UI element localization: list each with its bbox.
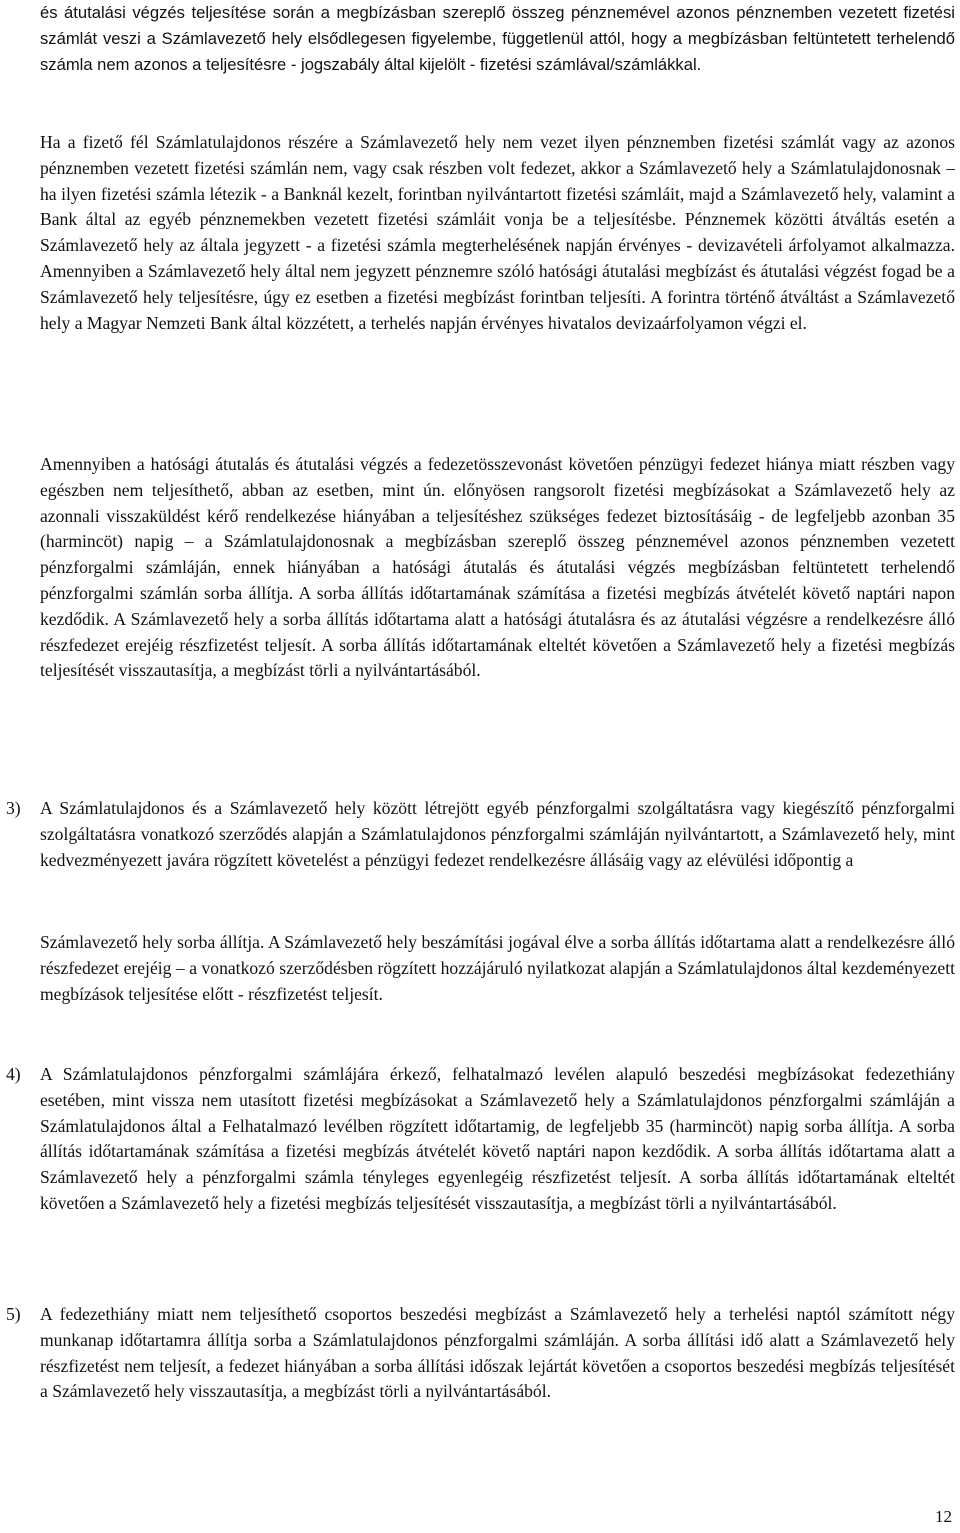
item-4-text: A Számlatulajdonos pénzforgalmi számlájára érkező, felhatalmazó levélen alapuló beszedési megbízásokat fedezethiány esetében, mint vissza nem utasított fizetési megbízásokat a Számlavezető hely a Számlatulajdonos pénzforgalmi számláján a Számlatulajdonos által a Felhatalmazó levélben rögzített időtartamig, de legfeljebb 35 (harmincöt) napig sorba állítja. A sorba állítás időtartamának számítása a fizetési megbízás átvételét követő naptári napon kezdődik. A sorba állítás időtartama alatt a Számlavezető hely a pénzforgalmi számla tényleges egyenlegéig részfizetést teljesít. A sorba állítás időtartamának elteltét követően a Számlavezető hely a fizetési megbízás teljesítését visszautasítja, a megbízást törli a nyilvántartásából. [40,1064,955,1213]
item-3-text-part1: A Számlatulajdonos és a Számlavezető hely között létrejött egyéb pénzforgalmi szolgáltatásra vagy kiegészítő pénzforgalmi szolgáltatásra vonatkozó szerződés alapján a Számlatulajdonos pénzforgalmi számláján nyilvántartott, a Számlavezető hely, mint kedvezményezett javára rögzített követelést a pénzügyi fedezet rendelkezésre állásáig vagy az elévülési időpontig a [40,798,955,870]
item-4-number: 4) [6,1064,21,1084]
item-5-number: 5) [6,1304,21,1324]
intro-paragraph: és átutalási végzés teljesítése során a megbízásban szereplő összeg pénznemével azonos pénznemben vezetett fizetési számlát veszi a Számlavezető hely elsődlegesen figyelembe, függetlenül attól, hogy a megbízásban feltüntetett terhelendő számla nem azonos a teljesítésre - jogszabály által kijelölt - fizetési számlával/számlákkal. [40,3,955,74]
funding-shortfall-paragraph: Amennyiben a hatósági átutalás és átutalási végzés a fedezetösszevonást követően pénzügyi fedezet hiánya miatt részben vagy egészben nem teljesíthető, abban az esetben, mint ún. előnyösen rangsorolt fizetési megbízásokat a Számlavezető hely az azonnali visszaküldést kérő rendelkezése hiányában a teljesítéshez szükséges fedezet biztosításáig - de legfeljebb azonban 35 (harmincöt) napig – a Számlatulajdonosnak a megbízásban szereplő összeg pénznemével azonos pénznemben vezetett pénzforgalmi számláján, ennek hiányában a hatósági átutalás és átutalási végzés megbízásban feltüntetett terhelendő pénzforgalmi számlán sorba állítja. A sorba állítás időtartamának számítása a fizetési megbízás átvételét követő naptári napon kezdődik. A Számlavezető hely a sorba állítás időtartama alatt a hatósági átutalásra és az átutalási végzésre a rendelkezésre álló részfedezet erejéig részfizetést teljesít. A sorba állítás időtartamának elteltét követően a Számlavezető hely a fizetési megbízás teljesítését visszautasítja, a megbízást törli a nyilvántartásából. [40,454,955,681]
page-number: 12 [935,1507,952,1526]
item-5-text: A fedezethiány miatt nem teljesíthető csoportos beszedési megbízást a Számlavezető hely a terhelési naptól számított négy munkanap időtartamra állítja sorba a Számlatulajdonos pénzforgalmi számláján. A sorba állítási idő alatt a Számlavezető hely részfizetést nem teljesít, a fedezet hiányában a sorba állítási időszak lejártát követően a csoportos beszedési megbízás teljesítését a Számlavezető hely visszautasítja, a megbízást törli a nyilvántartásából. [40,1304,955,1402]
item-3-number: 3) [6,798,21,818]
currency-conversion-paragraph: Ha a fizető fél Számlatulajdonos részére a Számlavezető hely nem vezet ilyen pénznemben fizetési számlát vagy az azonos pénznemben vezetett fizetési számlán nem, vagy csak részben volt fedezet, akkor a Számlavezető hely a Számlatulajdonosnak – ha ilyen fizetési számla létezik - a Banknál kezelt, forintban nyilvántartott fizetési számláit, majd a Számlavezető hely, valamint a Bank által az egyéb pénznemekben vezetett fizetési számláit vonja be a teljesítésbe. Pénznemek közötti átváltás esetén a Számlavezető hely az általa jegyzett - a fizetési számla megterhelésének napján érvényes - devizavételi árfolyamot alkalmazza. Amennyiben a Számlavezető hely által nem jegyzett pénznemre szóló hatósági átutalási megbízást és átutalási végzést fogad be a Számlavezető hely teljesítésre, úgy ez esetben a fizetési megbízást forintban teljesíti. A forintra történő átváltást a Számlavezető hely a Magyar Nemzeti Bank által közzétett, a terhelés napján érvényes hivatalos devizaárfolyamon végzi el. [40,132,955,333]
item-3-text-part2: Számlavezető hely sorba állítja. A Számlavezető hely beszámítási jogával élve a sorba állítás időtartama alatt a rendelkezésre álló részfedezet erejéig – a vonatkozó szerződésben rögzített hozzájáruló nyilatkozat alapján a Számlatulajdonos által kezdeményezett megbízások teljesítése előtt - részfizetést teljesít. [40,932,955,1004]
